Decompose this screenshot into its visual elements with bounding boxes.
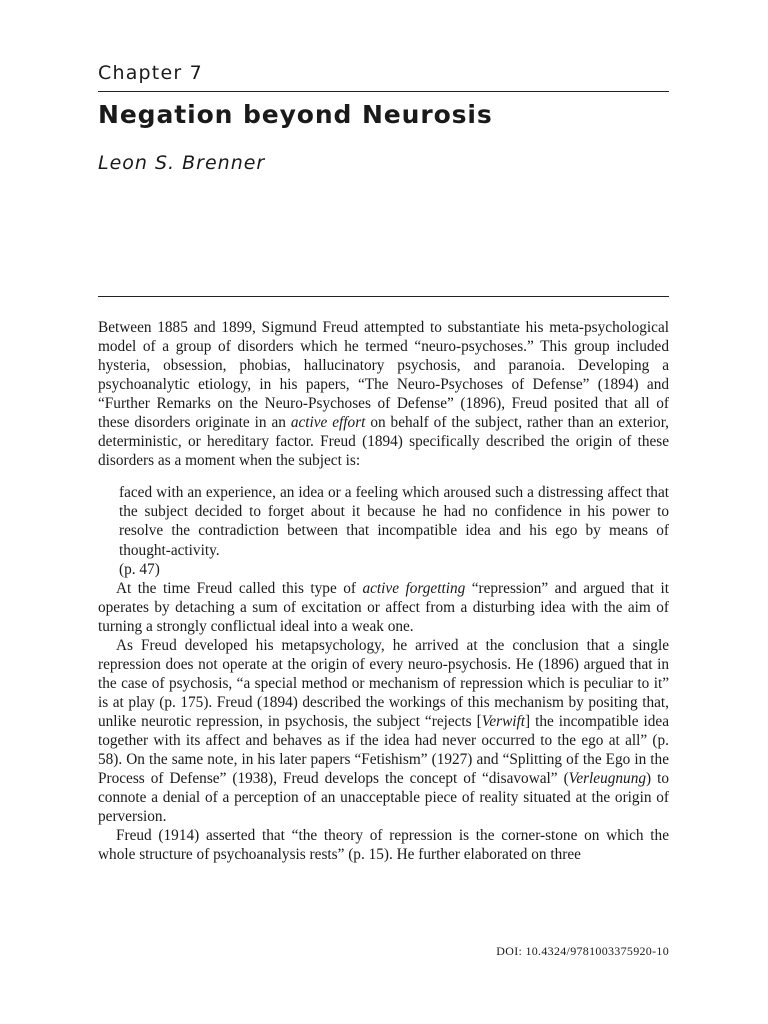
paragraph-4: Freud (1914) asserted that “the theory of repression is the corner-stone on which the whole structure of psychoanalysis rests” (p. 15). He further elaborated on three — [98, 827, 669, 864]
block-quote — [119, 483, 669, 578]
emphasis-verwift: Verwift — [481, 712, 526, 730]
emphasis-verleugnung: Verleugnung — [568, 770, 646, 788]
chapter-label: Chapter 7 — [98, 62, 203, 84]
quote-citation: (p. 47) — [119, 560, 160, 578]
body-text — [98, 318, 669, 864]
emphasis-active-effort: active effort — [290, 414, 366, 432]
block-quote-text: faced with an experience, an idea or a feeling which aroused such a distressing affect that the subject decided to forget about it because he had no confidence in his power to resolve the contradiction between that incompatible idea and his ego by means of thought-activity. — [119, 484, 669, 559]
paragraph-2: At the time Freud called this type of active forgetting “repression” and argued that it operates by detaching a sum of excitation or affect from a disturbing idea with the aim of turning a strongly conflictual ideal into a weak one. — [98, 579, 670, 635]
top-rule-divider — [98, 91, 669, 92]
author-name: Leon S. Brenner — [98, 152, 266, 174]
emphasis-active-forgetting: active forgetting — [362, 579, 466, 597]
paragraph-1: Between 1885 and 1899, Sigmund Freud attempted to substantiate his meta-psychological model of a group of disorders which he termed “neuro-psychoses.” This group included hysteria, obsession, phobias, hallucinatory psychosis, and paranoia. Developing a psychoanalytic etiology, in his papers, “The Neuro-Psychoses of Defense” (1894) and “Further Remarks on the Neuro-Psychoses of Defense” (1896), Freud posited that all of these disorders originate in an active effort on behalf of the subject, rather than an exterior, deterministic, or hereditary factor. Freud (1894) specifically described the origin of these disorders as a moment when the subject is: — [98, 319, 670, 470]
chapter-title: Negation beyond Neurosis — [98, 100, 493, 129]
doi-footer: DOI: 10.4324/9781003375920-10 — [496, 944, 669, 958]
section-rule-divider — [98, 296, 669, 297]
paragraph-3: As Freud developed his metapsychology, he arrived at the conclusion that a single repression does not operate at the origin of every neuro-psychosis. He (1896) argued that in the case of psychosis, “a special method or mechanism of repression which is peculiar to it” is at play (p. 175). Freud (1894) described the workings of this mechanism by positing that, unlike neurotic repression, in psychosis, the subject “rejects [Verwift] the incompatible idea together with its affect and behaves as if the idea had never occurred to the ego at all” (p. 58). On the same note, in his later papers “Fetishism” (1927) and “Splitting of the Ego in the Process of Defense” (1938), Freud develops the concept of “disavowal” (Verleugnung) to connote a denial of a perception of an unacceptable piece of reality situated at the origin of perversion. — [98, 636, 670, 826]
